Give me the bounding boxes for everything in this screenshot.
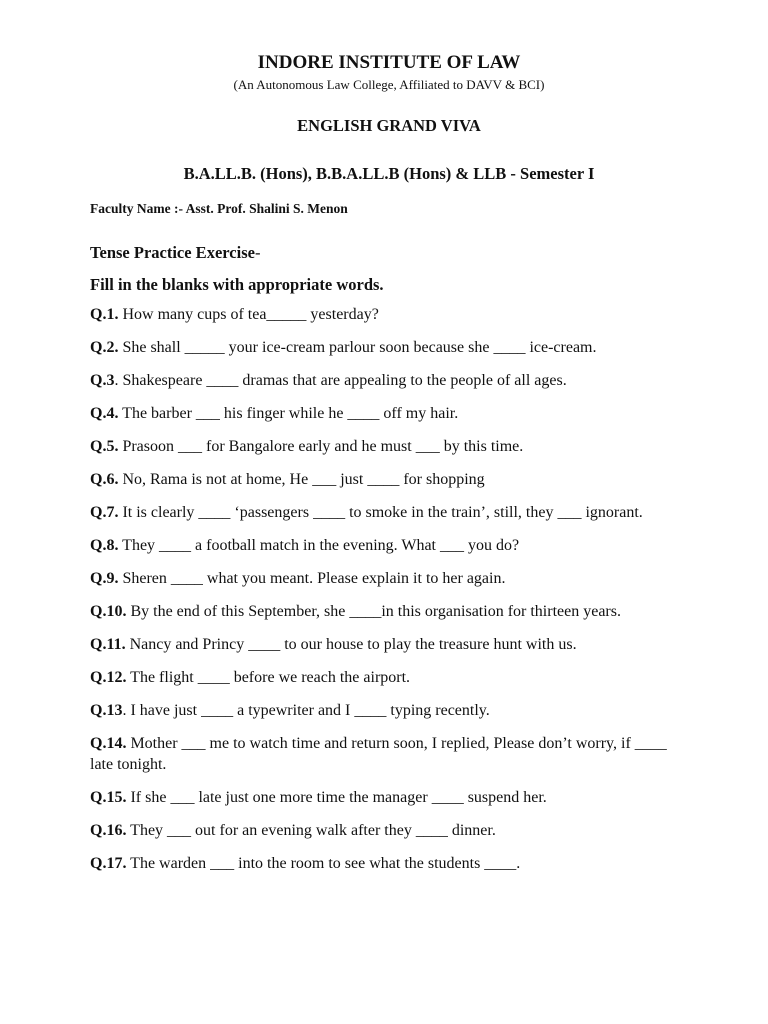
question-number: Q.2. — [90, 339, 119, 356]
question-item — [90, 436, 688, 457]
question-text: . I have just ____ a typewriter and I ____ typing recently. — [122, 702, 490, 719]
question-item — [90, 502, 688, 523]
question-item — [90, 403, 688, 424]
section-title — [90, 243, 688, 263]
question-number: Q.3 — [90, 372, 115, 389]
question-number: Q.14. — [90, 735, 127, 752]
question-number: Q.8. — [90, 537, 119, 554]
question-item — [90, 634, 688, 655]
exam-title: ENGLISH GRAND VIVA — [297, 116, 481, 135]
question-number: Q.17. — [90, 855, 127, 872]
question-number: Q.15. — [90, 789, 127, 806]
course-line: B.A.LL.B. (Hons), B.B.A.LL.B (Hons) & LLB - Semester I — [183, 164, 595, 183]
question-text: Prasoon ___ for Bangalore early and he must ___ by this time. — [118, 438, 524, 455]
question-item — [90, 787, 688, 808]
question-number: Q.11. — [90, 636, 126, 653]
institute-affiliation: (An Autonomous Law College, Affiliated to DAVV & BCI) — [233, 77, 545, 92]
section-title-main: Tense Practice Exercise — [90, 243, 255, 262]
question-number: Q.4. — [90, 405, 119, 422]
question-item — [90, 853, 688, 874]
question-item — [90, 601, 688, 622]
question-text: They ___ out for an evening walk after they ____ dinner. — [126, 822, 496, 839]
question-text: The flight ____ before we reach the airport. — [126, 669, 411, 686]
question-number: Q.16. — [90, 822, 127, 839]
question-item — [90, 568, 688, 589]
question-number: Q.13 — [90, 702, 123, 719]
question-number: Q.12. — [90, 669, 127, 686]
question-text: It is clearly ____ ‘passengers ____ to smoke in the train’, still, they ___ ignorant. — [118, 504, 643, 521]
question-text: They ____ a football match in the evening. What ___ you do? — [118, 537, 520, 554]
question-text: If she ___ late just one more time the manager ____ suspend her. — [126, 789, 547, 806]
question-text: Mother ___ me to watch time and return soon, I replied, Please don’t worry, if ____ late tonight. — [90, 735, 667, 773]
question-item — [90, 535, 688, 556]
question-text: She shall _____ your ice-cream parlour soon because she ____ ice-cream. — [118, 339, 597, 356]
institute-name: INDORE INSTITUTE OF LAW — [257, 52, 521, 73]
question-text: The barber ___ his finger while he ____ off my hair. — [118, 405, 459, 422]
question-number: Q.1. — [90, 306, 119, 323]
question-number: Q.10. — [90, 603, 127, 620]
question-item — [90, 370, 688, 391]
question-text: How many cups of tea_____ yesterday? — [118, 306, 379, 323]
question-number: Q.5. — [90, 438, 119, 455]
question-item — [90, 820, 688, 841]
question-text: . Shakespeare ____ dramas that are appealing to the people of all ages. — [114, 372, 567, 389]
question-number: Q.6. — [90, 471, 119, 488]
question-text: Sheren ____ what you meant. Please explain it to her again. — [118, 570, 506, 587]
section-title-dash: - — [254, 243, 261, 262]
question-item — [90, 337, 688, 358]
question-text: Nancy and Princy ____ to our house to play the treasure hunt with us. — [125, 636, 577, 653]
question-number: Q.9. — [90, 570, 119, 587]
question-text: By the end of this September, she ____in this organisation for thirteen years. — [126, 603, 621, 620]
faculty-name: Faculty Name :- Asst. Prof. Shalini S. Menon — [90, 201, 348, 216]
instruction: Fill in the blanks with appropriate words. — [90, 275, 384, 294]
question-number: Q.7. — [90, 504, 119, 521]
question-item — [90, 700, 688, 721]
question-item — [90, 304, 688, 325]
question-item — [90, 469, 688, 490]
question-text: The warden ___ into the room to see what the students ____. — [126, 855, 521, 872]
question-item — [90, 667, 688, 688]
question-item — [90, 733, 688, 775]
question-list — [90, 304, 688, 874]
question-text: No, Rama is not at home, He ___ just ____ for shopping — [118, 471, 485, 488]
